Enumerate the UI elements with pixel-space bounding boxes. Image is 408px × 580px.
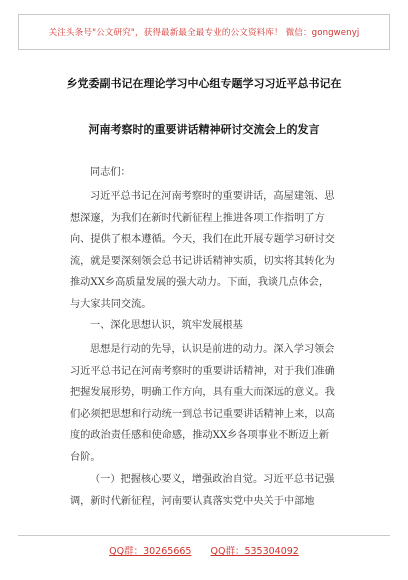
footer-divider xyxy=(18,535,390,536)
document-title-line-2: 河南考察时的重要讲话精神研讨交流会上的发言 xyxy=(88,123,320,136)
promo-banner-text: 关注头条号"公文研究"，获得最新最全最专业的公文资料库！ 微信：gongwenyj xyxy=(48,28,360,38)
section-heading-1: 一、深化思想认识，筑牢发展根基 xyxy=(90,320,243,331)
footer-qq-group-1[interactable]: QQ群：30265665 xyxy=(109,546,192,557)
paragraph-3: （一）把握核心要义，增强政治自觉。习近平总书记强调，新时代新征程，河南要认真落实党中央关于中部地 xyxy=(70,474,335,507)
greeting: 同志们： xyxy=(90,167,131,178)
promo-banner xyxy=(18,14,390,50)
document-title-line-1: 乡党委副书记在理论学习中心组专题学习习近平总书记在 xyxy=(66,77,342,90)
footer-qq-group-2[interactable]: QQ群：535304092 xyxy=(210,546,299,557)
paragraph-1: 习近平总书记在河南考察时的重要讲话，高屋建瓴、思想深邃，为我们在新时代新征程上推进各项工作指明了方向、提供了根本遵循。今天，我们在此开展专题学习研讨交流，就是要深刻领会总书记讲话精神实质，切实将其转化为推动XX乡高质量发展的强大动力。下面，我谈几点体会，与大家共同交流。 xyxy=(70,191,335,310)
paragraph-2: 思想是行动的先导，认识是前进的动力。深入学习领会习近平总书记在河南考察时的重要讲话精神，对于我们准确把握发展形势，明确工作方向，具有重大而深远的意义。我们必须把思想和行动统一到总书记重要讲话精神上来，以高度的政治责任感和使命感，推动XX乡各项事业不断迈上新台阶。 xyxy=(70,344,335,463)
footer xyxy=(0,543,408,557)
